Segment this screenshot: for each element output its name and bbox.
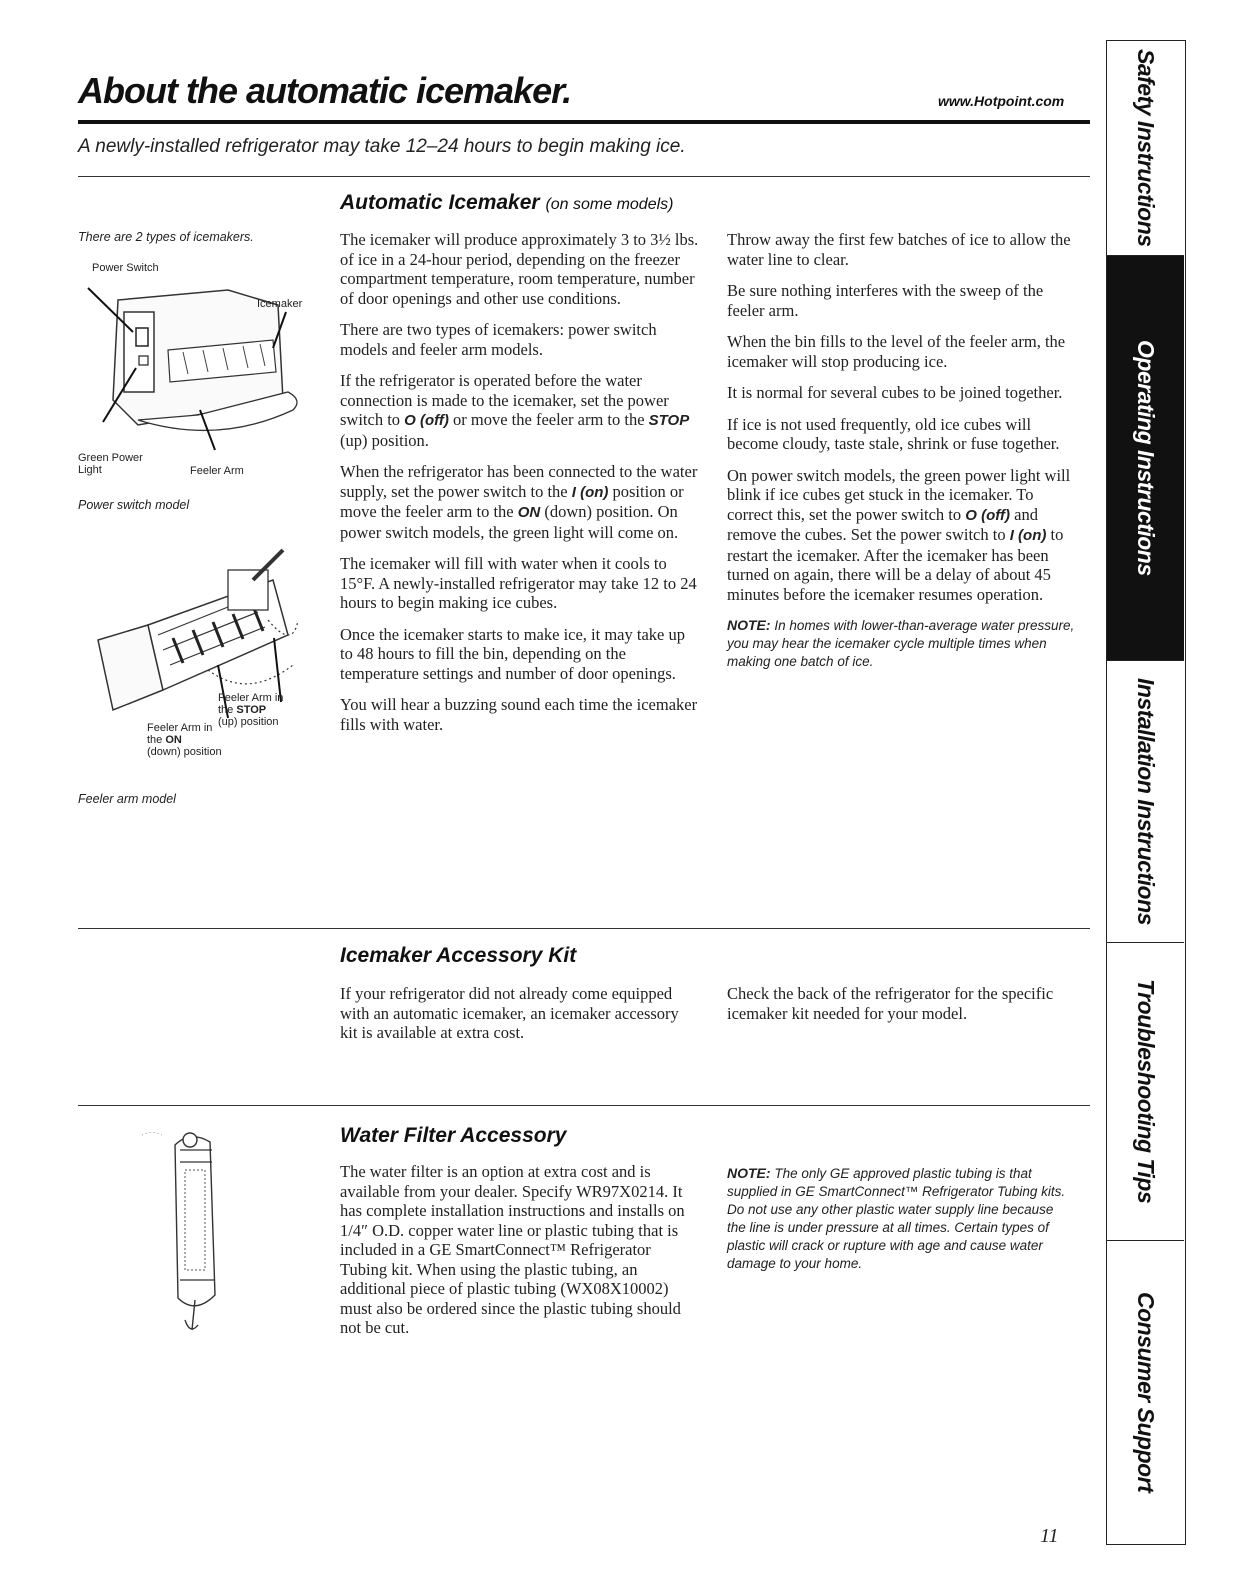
accessory-kit-heading: Icemaker Accessory Kit [340, 944, 577, 967]
tab-operating-instructions[interactable]: Operating Instructions [1107, 256, 1184, 661]
accessory-kit-col-2: Check the back of the refrigerator for the specific icemaker kit needed for your model. [727, 984, 1054, 1023]
paragraph: You will hear a buzzing sound each time the icemaker fills with water. [340, 695, 698, 734]
fig2-label-arm-stop: Feeler Arm in the STOP (up) position [218, 692, 284, 728]
paragraph: It is normal for several cubes to be joined together. [727, 383, 1063, 402]
fig2-caption: Feeler arm model [78, 792, 176, 806]
fig1-caption: Power switch model [78, 498, 190, 512]
icemaker-column-2 [727, 230, 1082, 671]
fig1-label-icemaker: Icemaker [257, 298, 303, 310]
icemaker-column-1 [340, 230, 700, 746]
page-number: 11 [1040, 1525, 1059, 1547]
tab-installation-instructions[interactable]: Installation Instructions [1107, 661, 1184, 943]
page-title: About the automatic icemaker. [78, 70, 572, 111]
fig2-label-arm-on: Feeler Arm in the ON (down) position [147, 722, 222, 758]
water-filter-heading: Water Filter Accessory [340, 1124, 567, 1147]
paragraph: The icemaker will fill with water when it cools to 15°F. A newly-installed refrigerator may take 12 to 24 hours to begin making ice cubes. [340, 554, 697, 612]
water-filter-description: The water filter is an option at extra cost and is available from your dealer. Specify WR97X0214. It has complete installation instructions and installs on 1/4″ O.D. copper water line or plastic tubing that is included in a GE SmartConnect™ Refrigerator Tubing kit. When using the plastic tubing, an additional piece of plastic tubing (WX08X10002) must also be ordered since the plastic tubing should not be cut. [340, 1162, 685, 1337]
fig1-label-power-switch: Power Switch [92, 262, 159, 274]
section-tabs-sidebar [1106, 40, 1186, 1545]
fig1-label-feeler-arm: Feeler Arm [190, 465, 244, 477]
paragraph: On power switch models, the green power light will blink if ice cubes get stuck in the icemaker. To correct this, set the power switch to O (off) and remove the cubes. Set the power switch to I (on) to restart the icemaker. After the icemaker has been turned on again, there will be a delay of about 45 minutes before the icemaker resumes operation. [727, 465, 1071, 604]
accessory-kit-col-1: If your refrigerator did not already come equipped with an automatic icemaker, an icemaker accessory kit is available at extra cost. [340, 984, 679, 1042]
paragraph: If ice is not used frequently, old ice cubes will become cloudy, taste stale, shrink or fuse together. [727, 414, 1060, 453]
section-divider [78, 928, 1090, 929]
fig1-label-green-power-light: Green Power Light [78, 452, 143, 476]
power-switch-icemaker-illustration [78, 250, 318, 460]
water-filter-note: NOTE: The only GE approved plastic tubing is that supplied in GE SmartConnect™ Refrigerator Tubing kits. Do not use any other plastic water supply line because the line is under pressure at all times. Certain types of plastic will crack or rupture with age and cause water damage to your home. [727, 1165, 1066, 1271]
paragraph: If the refrigerator is operated before the water connection is made to the icemaker, set the power switch to O (off) or move the feeler arm to the STOP (up) position. [340, 371, 690, 450]
paragraph: The icemaker will produce approximately 3 to 3½ lbs. of ice in a 24-hour period, depending on the freezer compartment temperature, room temperature, number of door openings and other use conditions. [340, 230, 699, 308]
paragraph: When the refrigerator has been connected to the water supply, set the power switch to the I (on) position or move the feeler arm to the ON (down) position. On power switch models, the green light will come on. [340, 462, 698, 542]
icemaker-types-caption: There are 2 types of icemakers. [78, 230, 254, 244]
paragraph: Once the icemaker starts to make ice, it may take up to 48 hours to fill the bin, depending on the temperature settings and number of door openings. [340, 624, 685, 683]
website-link[interactable]: www.Hotpoint.com [938, 93, 1065, 109]
tab-troubleshooting-tips[interactable]: Troubleshooting Tips [1107, 943, 1184, 1241]
tab-consumer-support[interactable]: Consumer Support [1133, 1291, 1159, 1493]
section-divider [78, 176, 1090, 177]
page-subtitle: A newly-installed refrigerator may take 12–24 hours to begin making ice. [78, 136, 686, 157]
automatic-icemaker-heading: Automatic Icemaker (on some models) [340, 191, 674, 214]
section-divider [78, 1105, 1090, 1106]
paragraph: There are two types of icemakers: power switch models and feeler arm models. [340, 320, 657, 359]
paragraph: When the bin fills to the level of the feeler arm, the icemaker will stop producing ice. [727, 332, 1066, 371]
icemaker-note: NOTE: In homes with lower-than-average water pressure, you may hear the icemaker cycle multiple times when making one batch of ice. [727, 617, 1075, 669]
paragraph: Be sure nothing interferes with the sweep of the feeler arm. [727, 281, 1044, 320]
paragraph: Throw away the first few batches of ice to allow the water line to clear. [727, 230, 1071, 269]
water-filter-illustration [140, 1120, 260, 1340]
header-rule [78, 120, 1090, 124]
tab-safety-instructions[interactable]: Safety Instructions [1107, 41, 1184, 256]
